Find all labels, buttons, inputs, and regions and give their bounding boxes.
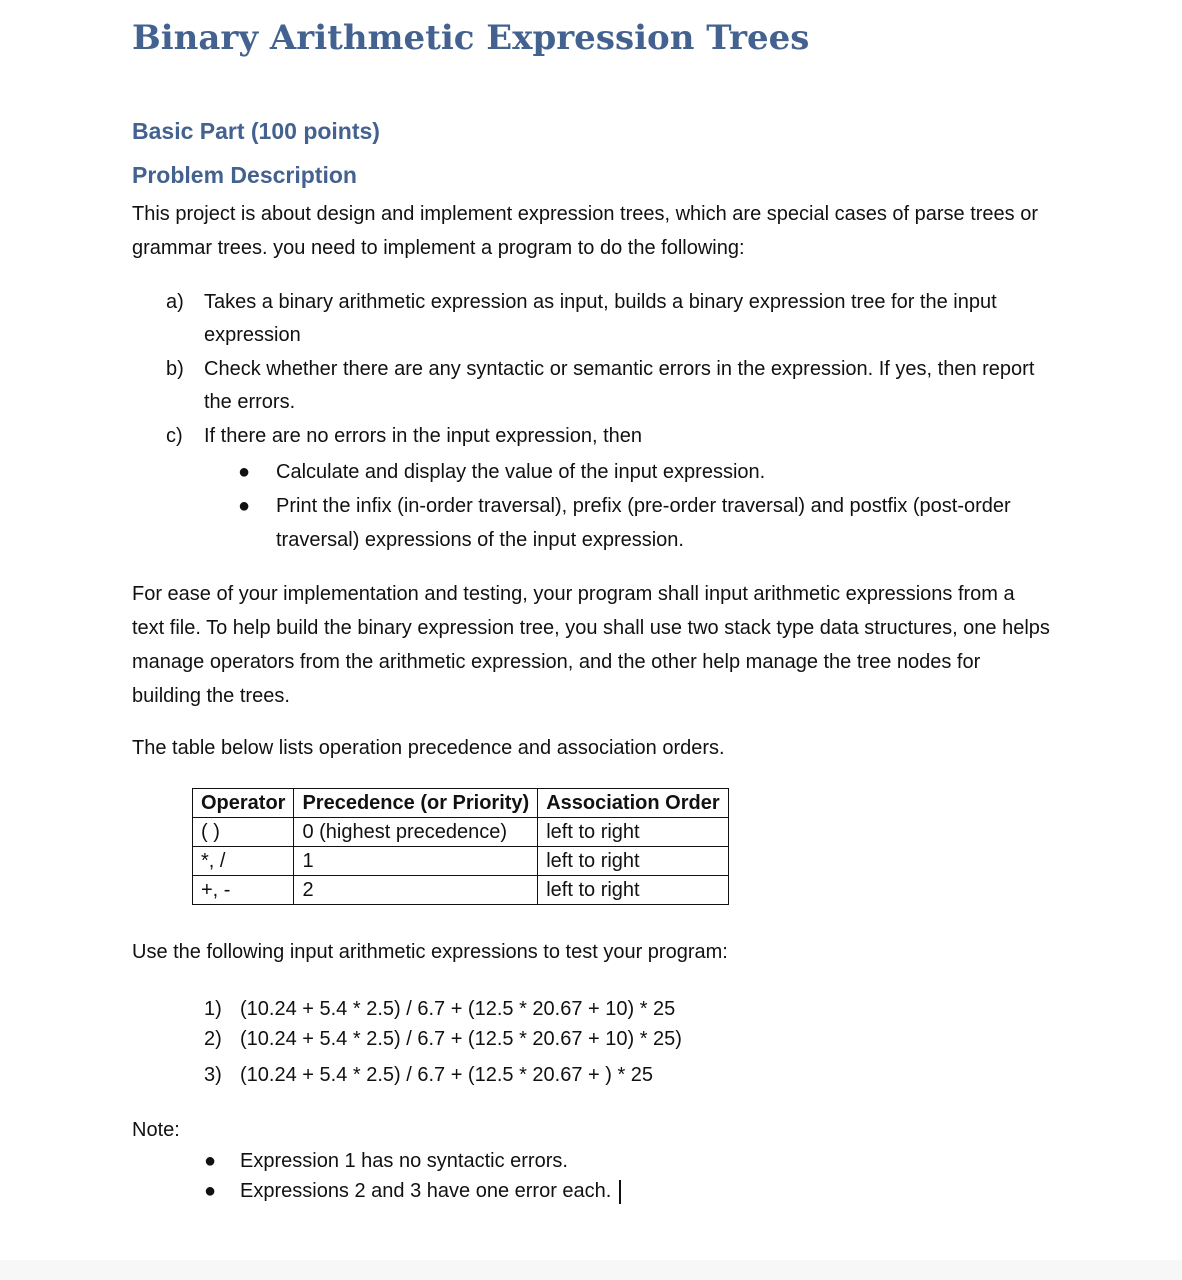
bullet-icon: ●	[204, 1150, 217, 1172]
column-header: Association Order	[538, 789, 728, 818]
table-header-row	[193, 789, 729, 818]
task-item	[166, 420, 1066, 453]
bullet-icon: ●	[204, 1180, 217, 1202]
task-c-bullet-list	[238, 455, 1038, 557]
task-marker: c)	[166, 425, 183, 447]
test-expression-list	[204, 994, 682, 1090]
list-item	[238, 455, 1038, 489]
precedence-table	[192, 788, 729, 905]
table-cell: 0 (highest precedence)	[294, 818, 538, 847]
task-marker: a)	[166, 291, 184, 313]
note-list	[204, 1146, 1004, 1206]
bullet-icon: ●	[238, 495, 251, 517]
section-heading: Basic Part (100 points)	[132, 118, 380, 144]
table-cell: left to right	[538, 847, 728, 876]
bullet-text: Calculate and display the value of the input expression.	[276, 461, 766, 483]
list-item	[204, 994, 682, 1024]
table-intro: The table below lists operation precedence and association orders.	[132, 737, 725, 759]
intro-paragraph: This project is about design and implement expression trees, which are special cases of parse trees or grammar trees. you need to implement a program to do the following:	[132, 203, 1039, 259]
table-row	[193, 876, 729, 905]
subsection-heading: Problem Description	[132, 162, 357, 188]
task-list	[166, 286, 1066, 454]
list-item	[238, 489, 1038, 557]
implementation-paragraph: For ease of your implementation and testing, your program shall input arithmetic expressions from a text file. To help build the binary expression tree, you shall use two stack type data structures, one helps manage operators from the arithmetic expression, and the other help manage the tree nodes for building the trees.	[132, 583, 1050, 707]
document-title: Binary Arithmetic Expression Trees	[132, 18, 810, 58]
task-text: If there are no errors in the input expression, then	[204, 425, 643, 447]
task-marker: b)	[166, 358, 184, 380]
list-item	[204, 1146, 1004, 1176]
bullet-text: Print the infix (in-order traversal), prefix (pre-order traversal) and postfix (post-order traversal) expressions of the input expression.	[276, 495, 1011, 551]
page-bottom-edge	[0, 1260, 1182, 1280]
table-cell: 2	[294, 876, 538, 905]
table-cell: *, /	[193, 847, 294, 876]
note-text: Expression 1 has no syntactic errors.	[240, 1150, 568, 1172]
expression-text: (10.24 + 5.4 * 2.5) / 6.7 + (12.5 * 20.67 + ) * 25	[240, 1064, 654, 1086]
list-item	[204, 1024, 682, 1054]
note-label: Note:	[132, 1119, 180, 1141]
list-item	[204, 1176, 1004, 1206]
column-header: Operator	[193, 789, 294, 818]
task-item	[166, 353, 1066, 419]
expression-marker: 3)	[204, 1064, 222, 1086]
test-intro: Use the following input arithmetic expressions to test your program:	[132, 941, 728, 963]
bullet-icon: ●	[238, 461, 251, 483]
table-cell: +, -	[193, 876, 294, 905]
expression-marker: 1)	[204, 998, 222, 1020]
table-row	[193, 847, 729, 876]
expression-text: (10.24 + 5.4 * 2.5) / 6.7 + (12.5 * 20.67 + 10) * 25	[240, 998, 676, 1020]
table-cell: left to right	[538, 876, 728, 905]
table-cell: 1	[294, 847, 538, 876]
task-text: Check whether there are any syntactic or semantic errors in the expression. If yes, then report the errors.	[204, 358, 1035, 413]
task-item	[166, 286, 1066, 352]
task-text: Takes a binary arithmetic expression as input, builds a binary expression tree for the input expression	[204, 291, 997, 346]
expression-marker: 2)	[204, 1028, 222, 1050]
expression-text: (10.24 + 5.4 * 2.5) / 6.7 + (12.5 * 20.67 + 10) * 25)	[240, 1028, 682, 1050]
note-text: Expressions 2 and 3 have one error each.	[240, 1180, 612, 1202]
table-cell: left to right	[538, 818, 728, 847]
table-cell: ( )	[193, 818, 294, 847]
list-item	[204, 1060, 682, 1090]
column-header: Precedence (or Priority)	[294, 789, 538, 818]
table-row	[193, 818, 729, 847]
text-cursor	[619, 1180, 621, 1204]
